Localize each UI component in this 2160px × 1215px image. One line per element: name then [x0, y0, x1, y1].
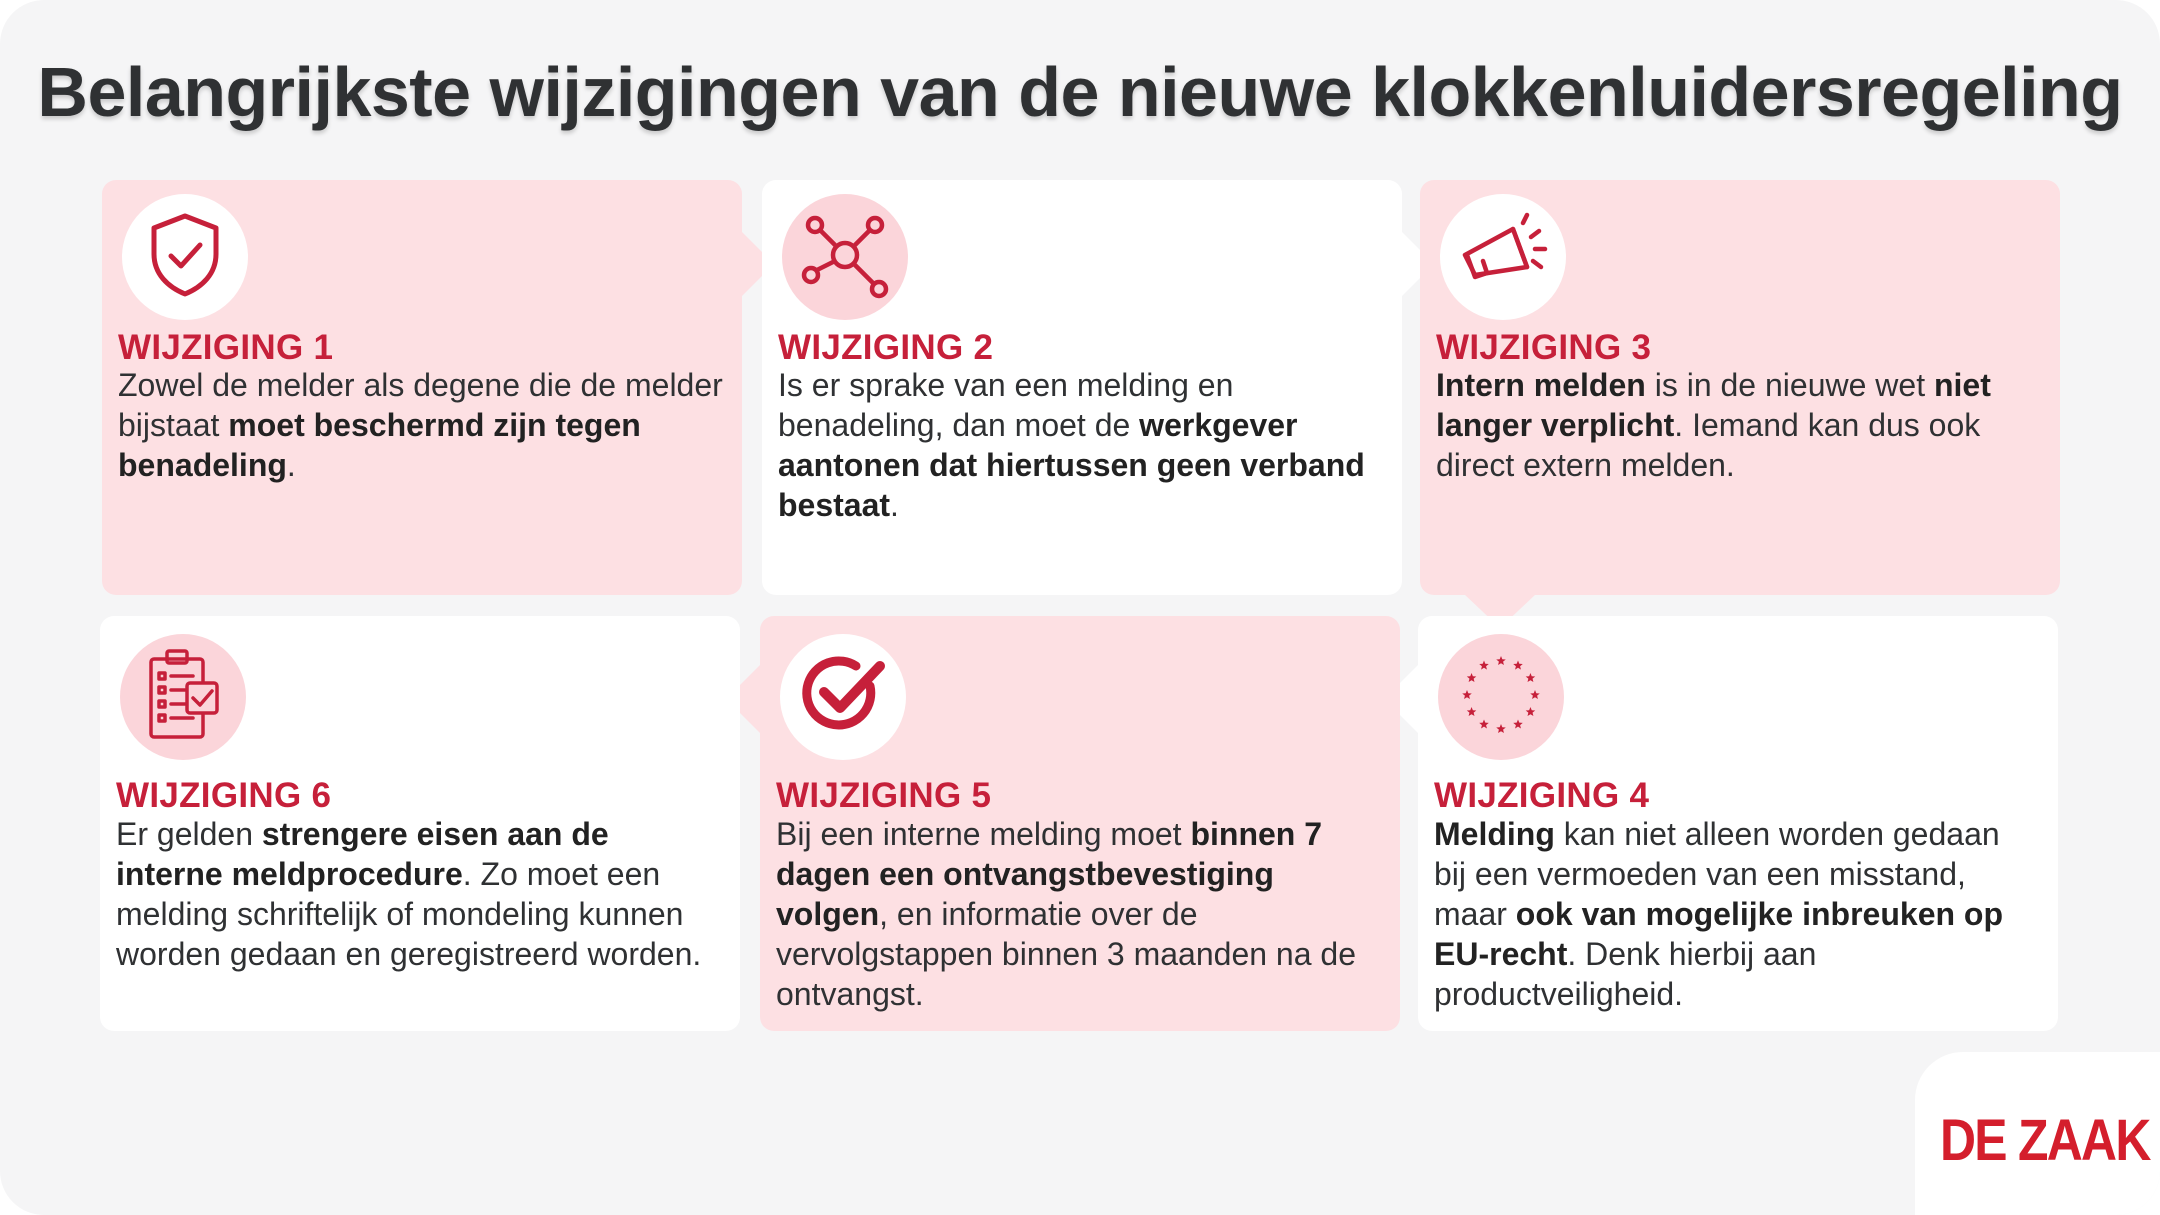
- body-text: Bij een interne melding moet: [776, 816, 1191, 852]
- icon-circle: [782, 194, 908, 320]
- card-wijziging-4: [1418, 616, 2058, 1031]
- icon-circle: [122, 194, 248, 320]
- check-circle-icon: [800, 652, 886, 743]
- de-zaak-logo: DE ZAAK: [1940, 1108, 2150, 1173]
- bold-text: Melding: [1434, 816, 1555, 852]
- eu-star: [1513, 660, 1523, 669]
- card-heading: WIJZIGING 4: [1434, 776, 1650, 815]
- card-heading: WIJZIGING 5: [776, 776, 992, 815]
- card-wijziging-1: [102, 180, 742, 595]
- body-text: , en informatie over de vervolgstappen binnen 3 maanden na de ontvangst.: [776, 896, 1356, 1012]
- body-text: Er gelden: [116, 816, 262, 852]
- card-body: [118, 365, 724, 485]
- bold-text: ook van mogelijke inbreuken op EU-recht: [1434, 896, 2004, 972]
- body-text: . Iemand kan dus ook direct extern melden.: [1436, 407, 1981, 483]
- eu-star: [1467, 707, 1477, 716]
- card-body: [1434, 814, 2040, 1014]
- eu-star: [1526, 673, 1536, 682]
- eu-star: [1530, 690, 1540, 699]
- card-heading: WIJZIGING 2: [778, 328, 994, 367]
- body-text: Is er sprake van een melding en benadeling, dan moet de: [778, 367, 1234, 443]
- card-wijziging-2: [762, 180, 1402, 595]
- bold-text: strengere eisen aan de interne meldprocedure: [116, 816, 609, 892]
- eu-star: [1526, 707, 1536, 716]
- eu-star: [1513, 719, 1523, 728]
- eu-star: [1462, 690, 1472, 699]
- bold-text: moet beschermd zijn tegen benadeling: [118, 407, 641, 483]
- bold-text: niet langer verplicht: [1436, 367, 1991, 443]
- card-wijziging-3: [1420, 180, 2060, 595]
- page-title: Belangrijkste wijzigingen van de nieuwe klokkenluidersregeling: [37, 53, 2123, 131]
- card-body: [776, 814, 1382, 1014]
- eu-stars-icon: [1453, 647, 1549, 748]
- eu-star: [1479, 719, 1489, 728]
- body-text: Zowel de melder als degene die de melder bijstaat: [118, 367, 723, 443]
- body-text: . Denk hierbij aan productveiligheid.: [1434, 936, 1817, 1012]
- card-body: [1436, 365, 2042, 485]
- clipboard-checklist-icon: [143, 647, 223, 748]
- body-text: . Zo moet een melding schriftelijk of mondeling kunnen worden gedaan en geregistreerd worden.: [116, 856, 702, 972]
- icon-circle: [1438, 634, 1564, 760]
- eu-star: [1479, 660, 1489, 669]
- megaphone-icon: [1455, 207, 1551, 308]
- card-body: [778, 365, 1384, 525]
- body-text: is in de nieuwe wet: [1645, 367, 1934, 403]
- card-heading: WIJZIGING 1: [118, 328, 334, 367]
- icon-circle: [780, 634, 906, 760]
- bold-text: werkgever aantonen dat hiertussen geen verband bestaat: [778, 407, 1365, 523]
- bold-text: Intern melden: [1436, 367, 1646, 403]
- eu-star: [1496, 724, 1506, 733]
- card-wijziging-5: [760, 616, 1400, 1031]
- bold-text: binnen 7 dagen een ontvangstbevestiging volgen: [776, 816, 1323, 932]
- body-text: .: [286, 447, 296, 483]
- card-body: [116, 814, 722, 974]
- icon-circle: [120, 634, 246, 760]
- card-wijziging-6: [100, 616, 740, 1031]
- body-text: kan niet alleen worden gedaan bij een vermoeden van een misstand, maar: [1434, 816, 2000, 932]
- shield-check-icon: [148, 212, 222, 303]
- icon-circle: [1440, 194, 1566, 320]
- card-heading: WIJZIGING 6: [116, 776, 332, 815]
- eu-star: [1496, 656, 1506, 665]
- card-heading: WIJZIGING 3: [1436, 328, 1652, 367]
- body-text: .: [890, 487, 899, 523]
- eu-star: [1467, 673, 1477, 682]
- network-nodes-icon: [799, 209, 891, 306]
